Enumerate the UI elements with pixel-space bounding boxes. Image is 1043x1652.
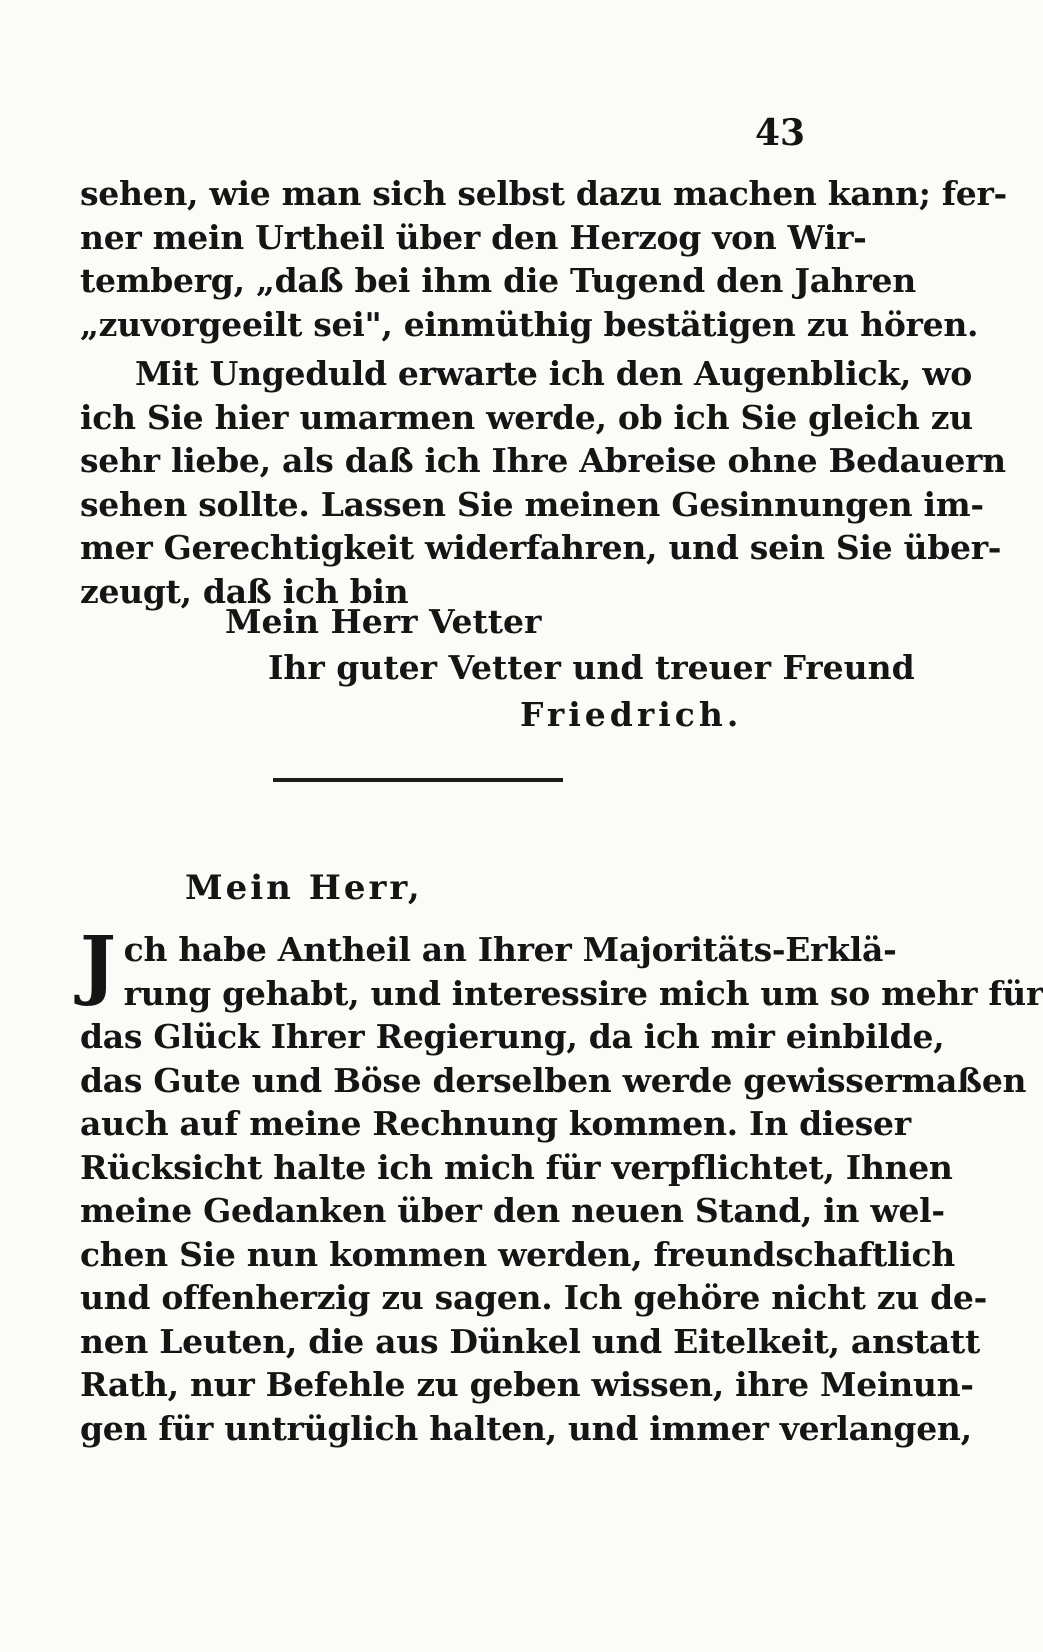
text-line: Rücksicht halte ich mich für verpflichtet, Ihnen (80, 1147, 953, 1187)
text-line: sehen, wie man sich selbst dazu machen kann; fer- (80, 174, 1007, 213)
text-line: Mit Ungeduld erwarte ich den Augenblick, wo (135, 354, 973, 393)
closing-address: Mein Herr Vetter (225, 602, 542, 641)
text-line: ch habe Antheil an Ihrer Majoritäts-Erklä- (123, 930, 897, 969)
text-line: rung gehabt, und interessire mich um so mehr für (123, 973, 1043, 1013)
text-line: nen Leuten, die aus Dünkel und Eitelkeit, anstatt (80, 1321, 980, 1361)
text-line: zeugt, daß ich bin (80, 571, 409, 611)
text-line: sehr liebe, als daß ich Ihre Abreise ohne Bedauern (80, 441, 1006, 480)
text-line: Rath, nur Befehle zu geben wissen, ihre Meinun- (80, 1365, 974, 1404)
complimentary-close: Ihr guter Vetter und treuer Freund (268, 648, 915, 687)
page-number: 43 (755, 112, 806, 154)
text-line: das Glück Ihrer Regierung, da ich mir einbilde, (80, 1017, 945, 1056)
text-line: meine Gedanken über den neuen Stand, in wel- (80, 1191, 945, 1230)
drop-cap: J (80, 919, 116, 1008)
text-line: mer Gerechtigkeit widerfahren, und sein Sie über- (80, 528, 1002, 567)
text-line: temberg, „daß bei ihm die Tugend den Jahren (80, 261, 916, 300)
text-line: und offenherzig zu sagen. Ich gehöre nicht zu de- (80, 1278, 987, 1317)
salutation: Mein Herr, (185, 868, 423, 908)
text-line: chen Sie nun kommen werden, freundschaftlich (80, 1234, 955, 1274)
continuation-text (80, 172, 1007, 346)
text-line: auch auf meine Rechnung kommen. In dieser (80, 1104, 911, 1143)
text-line: „zuvorgeeilt sei", einmüthig bestätigen zu hören. (80, 304, 979, 344)
letter-body (80, 919, 1043, 1450)
text-line: das Gute und Böse derselben werde gewissermaßen (80, 1060, 1027, 1100)
text-line: ich Sie hier umarmen werde, ob ich Sie gleich zu (80, 397, 973, 437)
closing-paragraph (80, 352, 1006, 613)
section-divider (273, 778, 563, 782)
text-line: ner mein Urtheil über den Herzog von Wir- (80, 217, 867, 257)
text-line: sehen sollte. Lassen Sie meinen Gesinnungen im- (80, 484, 984, 524)
signature: Friedrich. (520, 695, 743, 734)
text-line: gen für untrüglich halten, und immer verlangen, (80, 1408, 972, 1448)
